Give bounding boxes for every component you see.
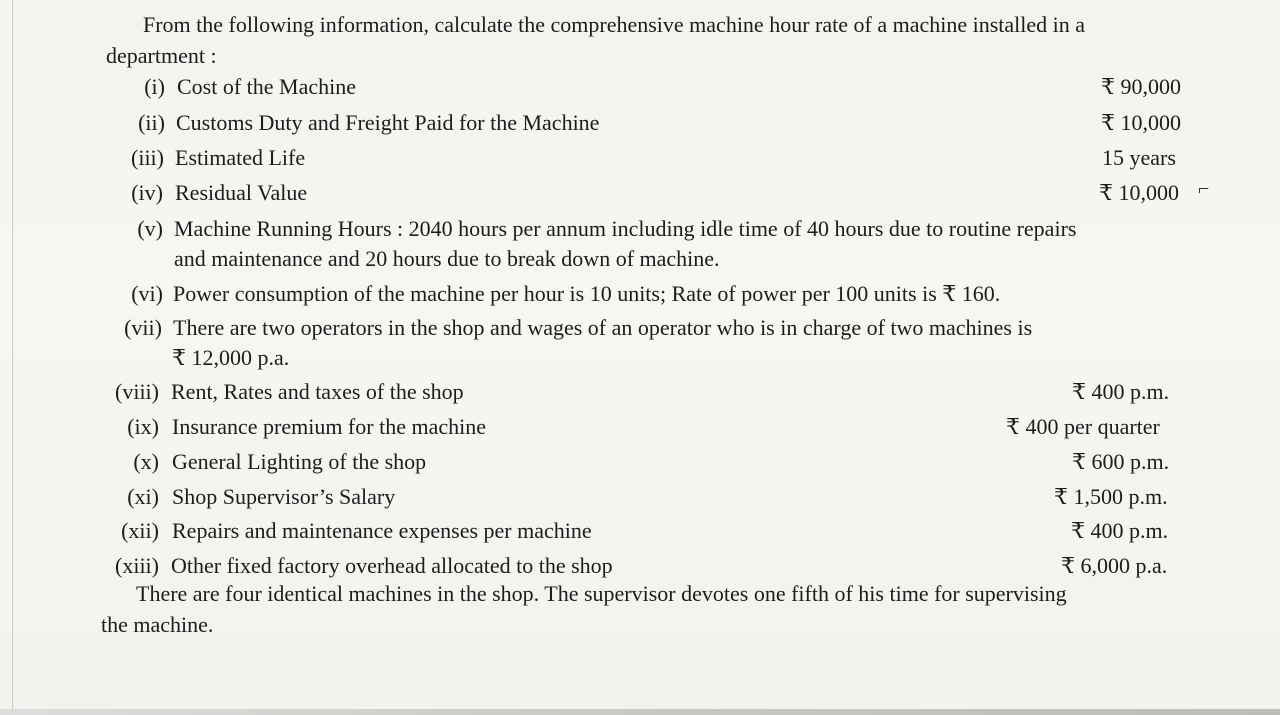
- item-value: ₹ 400 p.m.: [1071, 518, 1169, 543]
- item-number: (vi): [131, 281, 163, 306]
- item-value: ₹ 10,000: [1101, 110, 1181, 135]
- item-value: ₹ 600 p.m.: [1072, 449, 1170, 474]
- item-label: Rent, Rates and taxes of the shop: [171, 379, 464, 404]
- page-edge-rule: [12, 0, 13, 715]
- item-number: (xiii): [115, 553, 159, 578]
- item-label: Repairs and maintenance expenses per machine: [172, 518, 592, 543]
- item-value: ₹ 400 per quarter: [1006, 414, 1160, 439]
- item-label: Other fixed factory overhead allocated to the shop: [171, 553, 613, 578]
- item-number: (iv): [131, 180, 163, 205]
- footer-line-1: There are four identical machines in the shop. The supervisor devotes one fifth of his time for supervising: [136, 581, 1067, 606]
- item-label: Residual Value: [175, 180, 308, 205]
- item-number: (iii): [131, 145, 164, 170]
- item-label: Shop Supervisor’s Salary: [172, 484, 396, 509]
- item-number: (v): [137, 216, 163, 241]
- item-number: (x): [133, 449, 159, 474]
- item-number: (ii): [138, 110, 165, 135]
- page-bottom-edge: [0, 709, 1280, 715]
- item-label-continued: ₹ 12,000 p.a.: [172, 345, 290, 370]
- item-number: (viii): [115, 379, 159, 404]
- item-value: ₹ 90,000: [1101, 74, 1181, 99]
- item-value: ₹ 10,000: [1099, 180, 1179, 205]
- intro-line-1: From the following information, calculate the comprehensive machine hour rate of a machine installed in a: [143, 12, 1086, 37]
- item-value: 15 years: [1102, 145, 1176, 170]
- item-label: Insurance premium for the machine: [172, 414, 486, 439]
- item-label: Cost of the Machine: [177, 74, 357, 99]
- item-number: (xi): [127, 484, 159, 509]
- item-label: General Lighting of the shop: [172, 449, 427, 474]
- intro-line-2: department :: [106, 43, 217, 68]
- item-number: (i): [144, 74, 165, 99]
- item-label: Machine Running Hours : 2040 hours per annum including idle time of 40 hours due to routine repairs: [174, 216, 1077, 241]
- item-number: (xii): [121, 518, 159, 543]
- item-value: ₹ 6,000 p.a.: [1061, 553, 1168, 578]
- footer-line-2: the machine.: [101, 612, 214, 637]
- item-label: Power consumption of the machine per hour is 10 units; Rate of power per 100 units is ₹ 160.: [173, 281, 1001, 306]
- item-value: ₹ 1,500 p.m.: [1054, 484, 1168, 509]
- item-number: (vii): [124, 315, 162, 340]
- item-label: There are two operators in the shop and wages of an operator who is in charge of two machines is: [173, 315, 1033, 340]
- item-value: ₹ 400 p.m.: [1072, 379, 1170, 404]
- item-label: Customs Duty and Freight Paid for the Machine: [176, 110, 600, 135]
- item-number: (ix): [127, 414, 159, 439]
- item-label: Estimated Life: [175, 145, 306, 170]
- pen-tick-mark: ⌐: [1198, 178, 1210, 200]
- item-label-continued: and maintenance and 20 hours due to break down of machine.: [174, 246, 720, 271]
